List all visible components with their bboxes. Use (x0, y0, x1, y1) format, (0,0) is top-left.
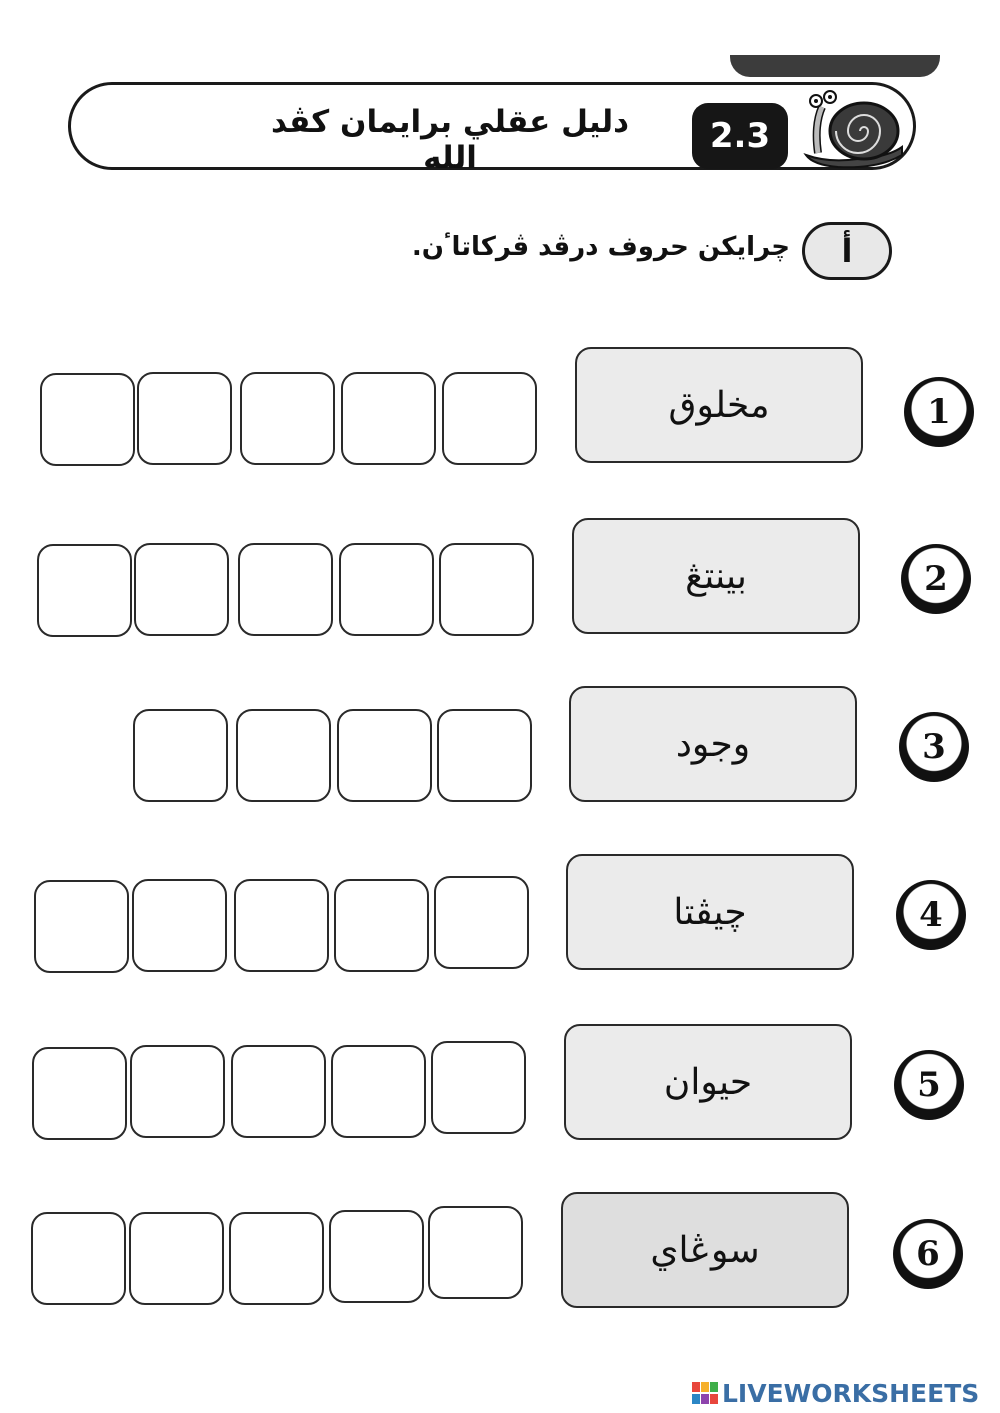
letter-input-box[interactable] (133, 709, 228, 802)
letter-input-box[interactable] (132, 879, 227, 972)
exercise-row-5 (0, 1022, 1000, 1152)
section-number-badge: 2.3 (692, 103, 788, 169)
word-box-1: مخلوق (575, 347, 863, 463)
liveworksheets-watermark[interactable] (692, 1378, 992, 1408)
letter-input-box[interactable] (137, 372, 232, 465)
letter-input-box[interactable] (341, 372, 436, 465)
word-box-6: سوڠاي (561, 1192, 849, 1308)
instruction-text: چرايكن حروف درڤد ڤركاتاٴن. (411, 232, 790, 262)
letter-input-box[interactable] (40, 373, 135, 466)
letter-input-box[interactable] (32, 1047, 127, 1140)
item-number-2: 2 (901, 544, 971, 614)
word-box-2: بينتڠ (572, 518, 860, 634)
letter-input-box[interactable] (331, 1045, 426, 1138)
letter-input-box[interactable] (234, 879, 329, 972)
letter-input-box[interactable] (134, 543, 229, 636)
letter-input-box[interactable] (434, 876, 529, 969)
letter-input-box[interactable] (439, 543, 534, 636)
exercise-row-2 (0, 516, 1000, 646)
letter-input-box[interactable] (129, 1212, 224, 1305)
letter-input-box[interactable] (229, 1212, 324, 1305)
letter-input-box[interactable] (431, 1041, 526, 1134)
exercise-row-1 (0, 345, 1000, 475)
watermark-text: LIVEWORKSHEETS (722, 1378, 980, 1408)
item-number-6: 6 (893, 1219, 963, 1289)
page-title: دليل عقلي برايمان كڤد الله (270, 104, 630, 176)
word-box-5: حيوان (564, 1024, 852, 1140)
item-number-4: 4 (896, 880, 966, 950)
letter-input-box[interactable] (339, 543, 434, 636)
item-number-3: 3 (899, 712, 969, 782)
word-box-4: چيڤتا (566, 854, 854, 970)
instruction-letter-badge: أ (802, 222, 892, 280)
letter-input-box[interactable] (236, 709, 331, 802)
letter-input-box[interactable] (240, 372, 335, 465)
letter-input-box[interactable] (34, 880, 129, 973)
letter-input-box[interactable] (428, 1206, 523, 1299)
word-box-3: وجود (569, 686, 857, 802)
exercise-row-6 (0, 1192, 1000, 1322)
letter-input-box[interactable] (437, 709, 532, 802)
exercise-row-4 (0, 852, 1000, 982)
page-edge-shadow (730, 55, 940, 77)
item-number-1: 1 (904, 377, 974, 447)
letter-input-box[interactable] (334, 879, 429, 972)
item-number-5: 5 (894, 1050, 964, 1120)
letter-input-box[interactable] (238, 543, 333, 636)
letter-input-box[interactable] (329, 1210, 424, 1303)
letter-input-box[interactable] (442, 372, 537, 465)
letter-input-box[interactable] (31, 1212, 126, 1305)
snail-icon (798, 85, 910, 173)
letter-input-box[interactable] (37, 544, 132, 637)
letter-input-box[interactable] (130, 1045, 225, 1138)
letter-input-box[interactable] (337, 709, 432, 802)
exercise-row-3 (0, 684, 1000, 814)
letter-input-box[interactable] (231, 1045, 326, 1138)
liveworksheets-logo-icon (692, 1382, 718, 1404)
